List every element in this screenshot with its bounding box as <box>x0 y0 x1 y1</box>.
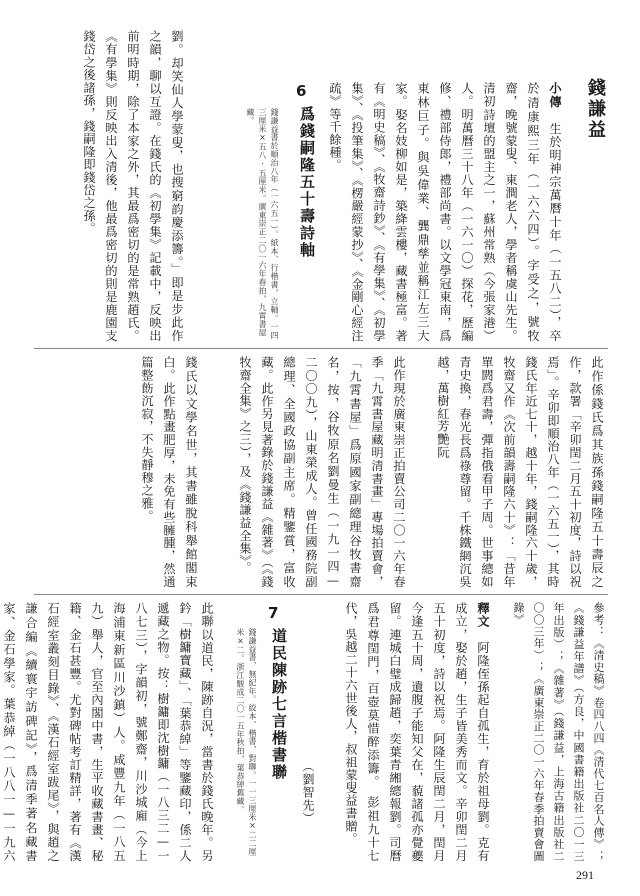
work6-annotation <box>330 602 494 862</box>
section-divider <box>34 348 608 349</box>
author-heading: 錢謙益 <box>585 78 606 141</box>
page-number: 291 <box>576 868 594 882</box>
annotation-label: 釋文 <box>476 602 490 629</box>
work6-text-part3: 此作現於廣東崇正拍賣公司二〇一六年春季「九霄書屋藏明清書畫」專場拍賣會，「九霄書屋」爲原國家副總理谷牧書齋名，按，谷牧原名劉曼生（一九一四—二〇〇九），山東榮成人。曾任國務院副總理、全國政協副主席。精鑒賞，富收藏。此作另見著錄於錢謙益《雜著》（《錢牧齋全集》之三），及《錢謙益全集》。 <box>238 356 406 588</box>
work7-text: 此聯以道民，陳跡自況，當書於錢氏晚年。另鈐「樹鏞寶藏」、「葉恭綽」等鑒藏印，係二人遞藏之物。按：樹鏞即沈樹鏞（一八三二—一八七三），字韻初，號鄭齋，川沙城廂（今上海浦東新區川沙鎮）人。咸豐九年（一八五九）舉人，官至內閣中書，生平收藏書畫、秘籍、金石甚豐。尤對碑帖考訂精詳，著有《漢石經室叢刻目錄》、《漢石經室跋尾》，與趙之謙合編《續寰宇訪碑記》，爲清季著名藏書家、金石學家。葉恭綽（一八八一—一九六 <box>2 602 214 862</box>
work7-metadata: 錢謙益書，無紀年。絞本、楷書，對聯。一一三厘米×二二厘米×二。浙江駿成二〇一五年秋拍，葉恭綽舊藏。 <box>236 628 257 856</box>
work6-metadata: 錢謙益書於順治八年（一六五一）。紙本、行楷書，立軸。一四三厘米×五八·五厘米。廣東崇正二〇一六年春拍，九霄書屋藏。 <box>246 108 279 340</box>
work6-text-part2: 劉。却笑仙人學蒙叟，也搜窮韵慶添籌。」即是步此作之韻，聊以互證。在錢氏的《初學集》記載中，反映出前明時期，除了本家之外，其最爲密切的是常熟趙氏。《有學集》則反映出入清後，他最爲密切的則是鹿園支錢岱之後諸孫，錢嗣隆即錢岱之孫。 <box>82 30 184 342</box>
bio-label: 小傳 <box>548 82 562 109</box>
author-signature: （劉智先） <box>301 760 315 825</box>
work6-title: 爲錢嗣隆五十壽詩軸 <box>298 106 316 259</box>
work7-number: 7 <box>268 604 279 622</box>
annotation-text: 阿隆侄孫起自孤生，育於祖母劉。克有成立，娶於趙，生子皆美秀而文。辛卯閏二月五十初度，詩以祝焉。阿隆生辰閏二月，閏月今逢五十周，遺腹子能知父在，藐諸孤亦覺夔留。連城白璧成歸趙，奕葉青緗總報劉。司曆爲君尊閏門，百壺莫惜醉添籌。 彭祖九十七代，吳越二十六世後人，叔祖蒙叟益書贈。 <box>344 602 490 862</box>
section-divider-2 <box>34 594 608 595</box>
work6-number: 6 <box>296 82 307 100</box>
work7-title: 道民陳跡七言楷書聯 <box>270 628 288 781</box>
work6-text-part1: 此作係錢氏爲其族孫錢嗣隆五十壽辰之作，款署「辛卯閏二月五十初度，詩以祝焉」。辛卯即順治八年（一六五一），其時錢氏年近七十，越十年，錢嗣隆六十歲，牧齋又作《次前韻壽嗣隆六十》：「昔年單閼爲君壽，彈指俄看甲子周。世事總如青史換，春光長爲祿尊留。千株鐵網沉吳越，萬樹紅芳艷阮 <box>436 356 604 588</box>
author-biography <box>328 82 566 343</box>
bio-text: 生於明神宗萬曆十年（一五八二），卒於清康熙三年（一六六四）。字受之，號牧齋，晚號蒙叟、東澗老人，學者稱虞山先生。清初詩壇的盟主之一，蘇州常熟（今張家港）人。明萬曆三十八年（一六一〇）探花，歷編修、禮部侍郎，禮部尚書。以文學冠東南，爲東林巨子。與吳偉業、龔鼎孳並稱江左三大家。娶名妓柳如是，築絳雲樓，藏書極富。著有《明史稿》、《牧齋詩鈔》、《有學集》、《初學集》、《投筆集》、《楞嚴經蒙抄》、《金剛心經注疏》等千餘種。 <box>328 82 562 343</box>
work6-text-part4: 錢氏以文學名世，其書雖脫科舉館閣束白。此作點畫肥厚，未免有些臃腫，然通篇整飭沉寂，不失靜穆之雅。 <box>140 356 198 588</box>
work6-references: 參考：《清史稿》卷四八四《清代七百名人傳》；《錢謙益年譜》（方良，中國書籍出版社二〇一三年出版）；《雜著》（錢謙益，上海古籍出版社二〇〇三年）；《廣東崇正二〇一六年春季拍賣會圖錄》 <box>512 602 605 862</box>
